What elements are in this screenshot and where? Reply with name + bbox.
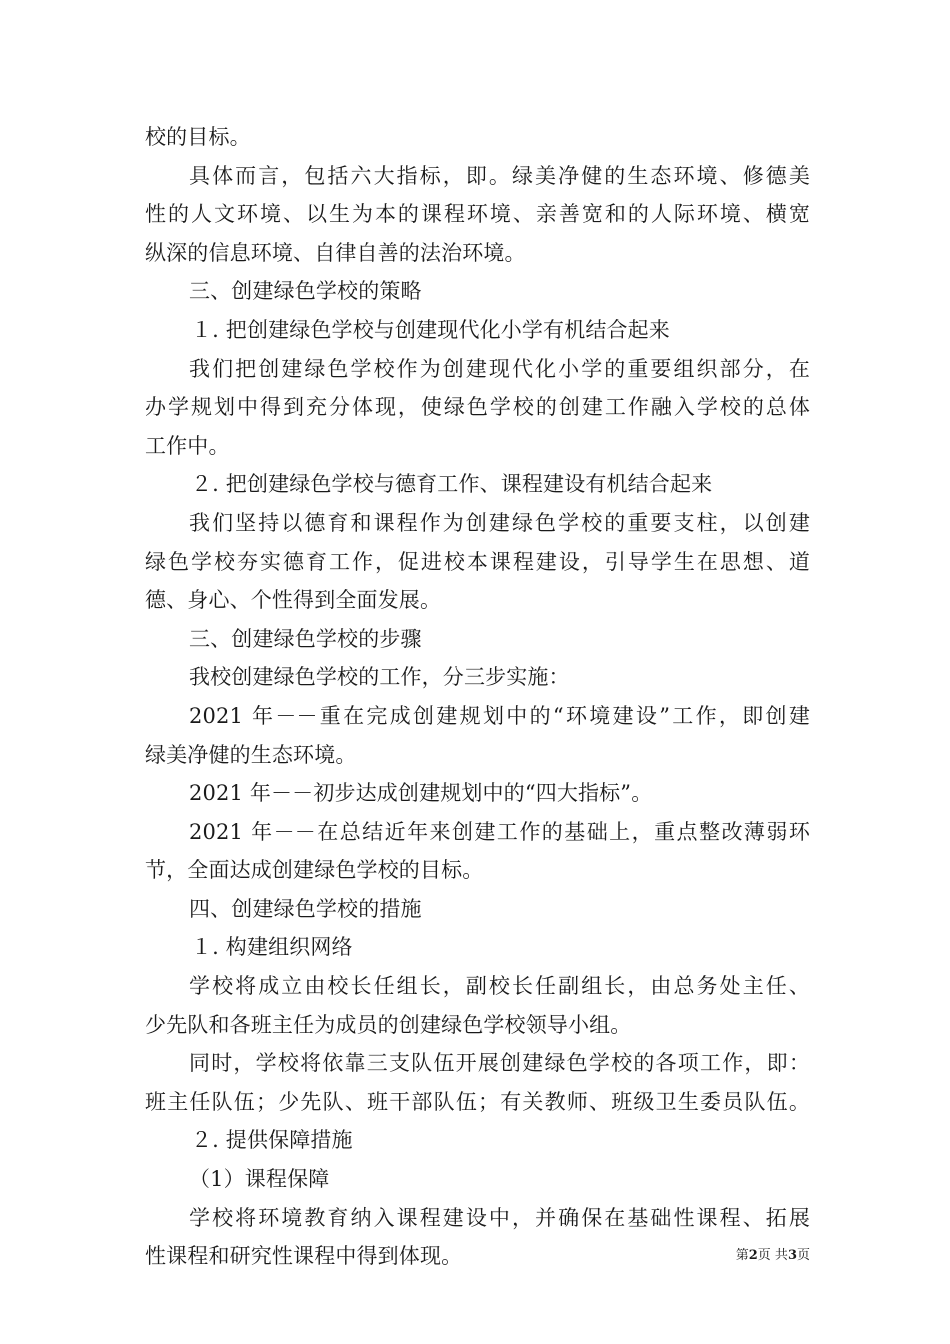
text-line: 2021 年－－在总结近年来创建工作的基础上，重点整改薄弱环 [189,819,810,844]
text-line: 我校创建绿色学校的工作，分三步实施： [189,665,570,690]
footer-prefix: 第 [735,1248,749,1263]
text-line: 2021 年－－初步达成创建规划中的“四大指标”。 [189,781,653,806]
text-line: 纵深的信息环境、自律自善的法治环境。 [145,240,526,265]
text-line: 我们把创建绿色学校作为创建现代化小学的重要组织部分，在 [189,356,810,381]
footer-total-pages: 3 [787,1248,797,1263]
text-line: 德、身心、个性得到全面发展。 [145,588,442,613]
subsection-heading: １. 把创建绿色学校与创建现代化小学有机结合起来 [191,317,670,342]
footer-page-number: 2 [748,1248,758,1263]
text-line: 绿美净健的生态环境。 [145,742,357,767]
subsection-heading: （1）课程保障 [189,1167,330,1192]
page-footer [736,1248,810,1264]
text-line: 性课程和研究性课程中得到体现。 [145,1244,463,1269]
text-line: 2021 年－－重在完成创建规划中的“环境建设”工作，即创建 [189,703,810,728]
section-heading: 三、创建绿色学校的策略 [189,279,422,304]
document-body [145,118,810,1276]
footer-middle: 页 共 [757,1248,788,1263]
text-line: 节，全面达成创建绿色学校的目标。 [145,858,484,883]
text-line: 学校将环境教育纳入课程建设中，并确保在基础性课程、拓展 [189,1205,810,1230]
text-line: 少先队和各班主任为成员的创建绿色学校领导小组。 [145,1012,632,1037]
footer-suffix: 页 [796,1248,810,1263]
section-heading: 三、创建绿色学校的步骤 [189,626,422,651]
subsection-heading: ２. 提供保障措施 [191,1128,353,1153]
text-line: 性的人文环境、以生为本的课程环境、亲善宽和的人际环境、横宽 [145,202,810,227]
text-line: 办学规划中得到充分体现，使绿色学校的创建工作融入学校的总体 [145,395,810,420]
text-line: 校的目标。 [145,125,251,149]
text-line: 我们坚持以德育和课程作为创建绿色学校的重要支柱，以创建 [189,510,810,535]
subsection-heading: ２. 把创建绿色学校与德育工作、课程建设有机结合起来 [191,472,713,497]
section-heading: 四、创建绿色学校的措施 [189,896,422,921]
text-line: 具体而言，包括六大指标，即。绿美净健的生态环境、修德美 [189,163,810,188]
text-line: 学校将成立由校长任组长，副校长任副组长，由总务处主任、 [189,974,810,999]
text-line: 同时，学校将依靠三支队伍开展创建绿色学校的各项工作，即： [189,1051,810,1076]
text-line: 绿色学校夯实德育工作，促进校本课程建设，引导学生在思想、道 [145,549,810,574]
subsection-heading: １. 构建组织网络 [191,935,353,960]
text-line: 工作中。 [145,433,230,458]
text-line: 班主任队伍；少先队、班干部队伍；有关教师、班级卫生委员队伍。 [145,1089,810,1114]
